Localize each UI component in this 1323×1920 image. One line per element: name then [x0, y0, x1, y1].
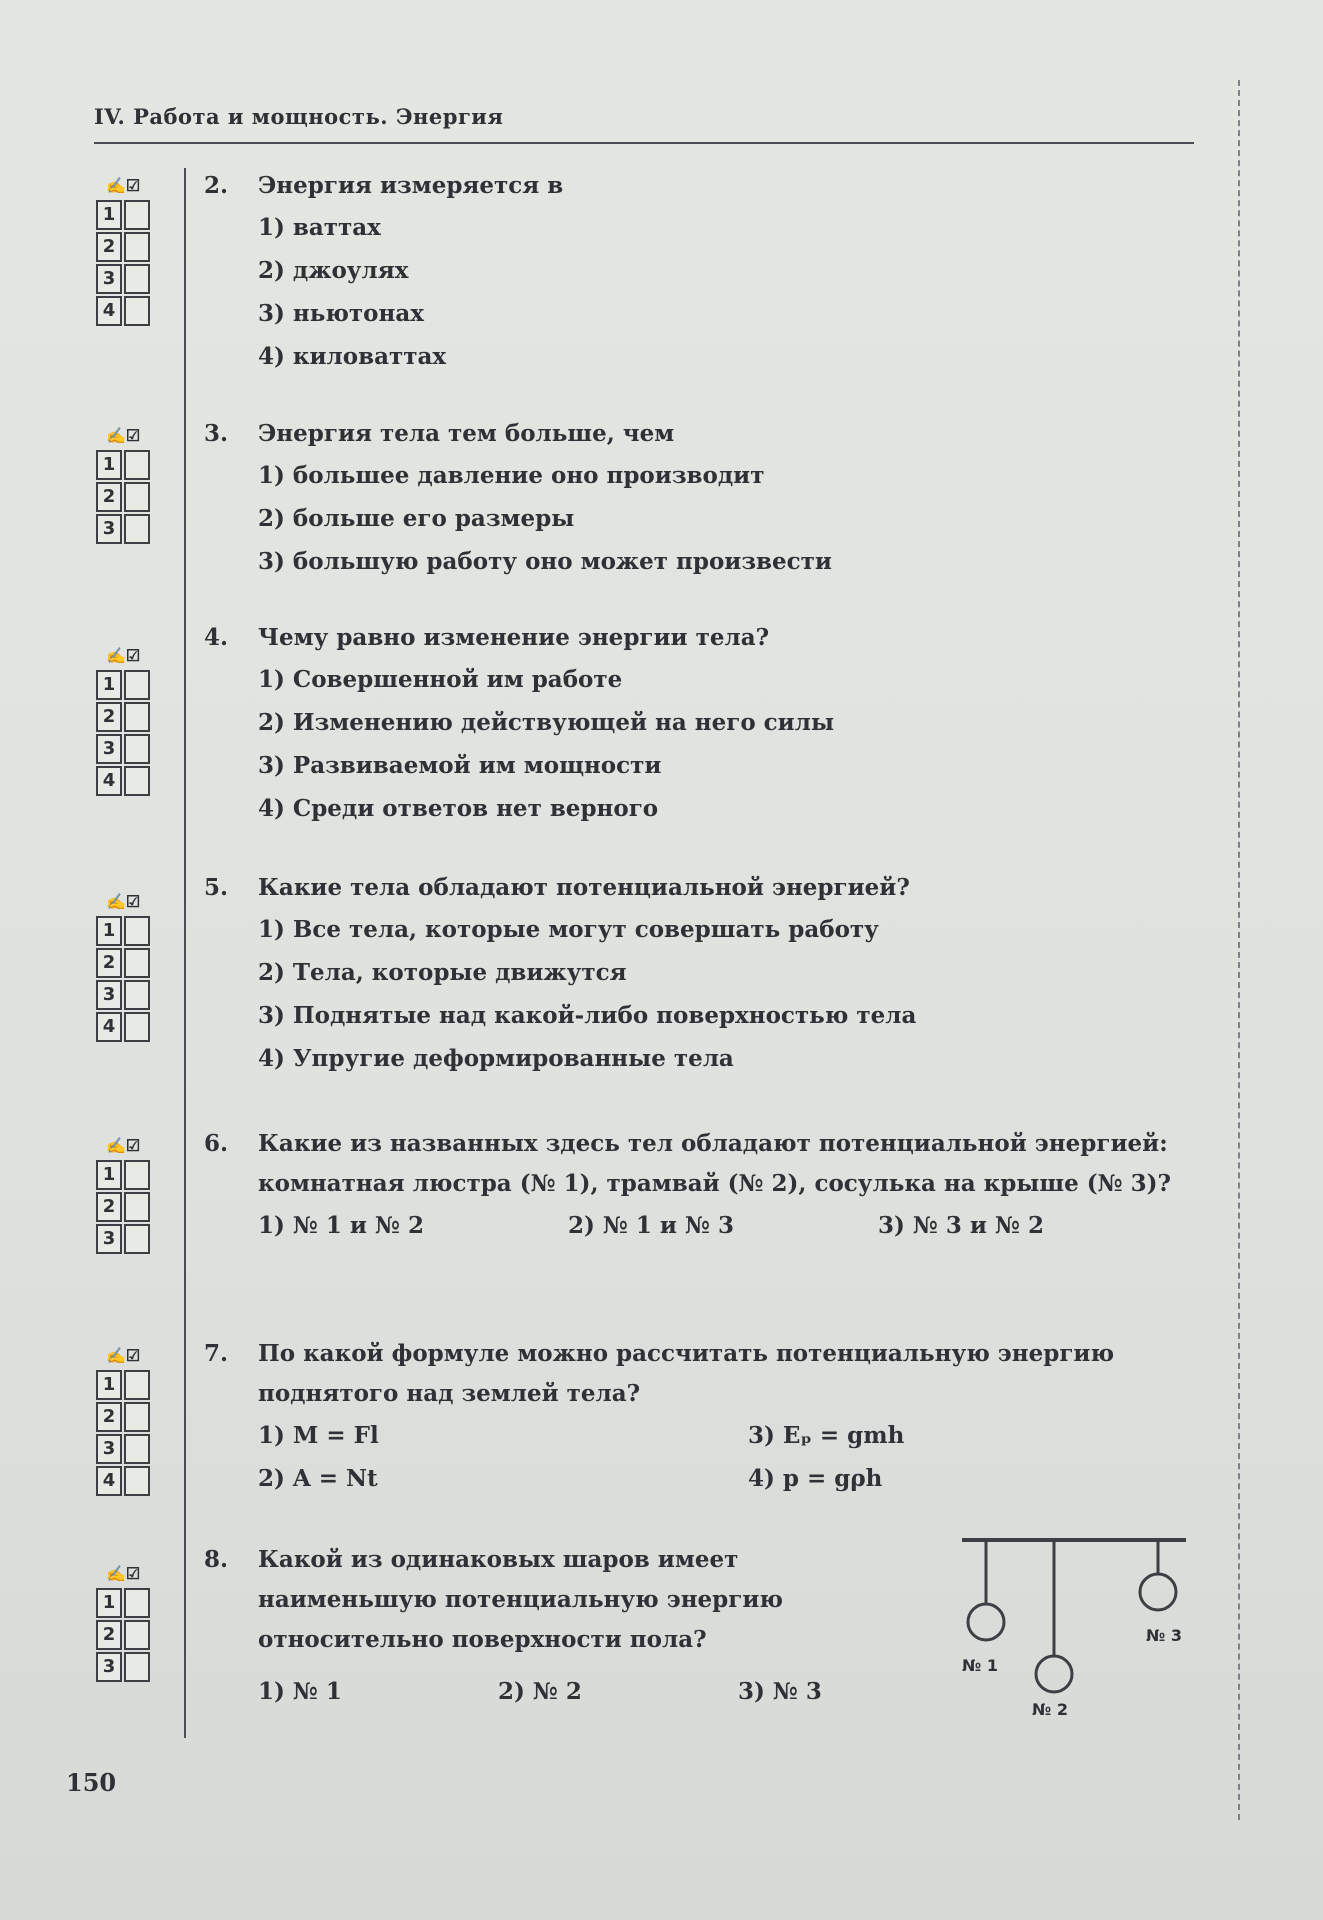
answer-number: 1	[96, 916, 122, 946]
answer-number: 3	[96, 1434, 122, 1464]
question-text: Чему равно изменение энергии тела?	[258, 624, 770, 651]
answer-number: 2	[96, 1620, 122, 1650]
question-text: Энергия тела тем больше, чем	[258, 420, 675, 447]
question-5	[204, 868, 1214, 1080]
answer-row	[96, 670, 150, 700]
option: 1) Все тела, которые могут совершать работу	[258, 916, 879, 943]
page-fold-line	[1238, 80, 1240, 1820]
option: 2) № 1 и № 3	[568, 1212, 734, 1239]
question-number: 8.	[204, 1546, 229, 1573]
answer-row	[96, 980, 150, 1010]
answer-checkbox[interactable]	[124, 450, 150, 480]
answer-number: 1	[96, 1160, 122, 1190]
answer-number: 3	[96, 1224, 122, 1254]
answer-number: 2	[96, 482, 122, 512]
answer-number: 3	[96, 514, 122, 544]
question-3	[204, 414, 1214, 583]
question-text: Какие тела обладают потенциальной энергией?	[258, 874, 910, 901]
question-4	[204, 618, 1214, 830]
answer-row	[96, 1434, 150, 1464]
question-2	[204, 166, 1214, 378]
answer-number: 2	[96, 702, 122, 732]
answer-marks-icon: ✍☑	[106, 1136, 141, 1155]
answer-row	[96, 1192, 150, 1222]
option: 3) Eₚ = gmh	[748, 1422, 905, 1449]
option: 3) ньютонах	[258, 300, 424, 327]
option: 4) Среди ответов нет верного	[258, 795, 659, 822]
answer-row	[96, 1224, 150, 1254]
question-number: 6.	[204, 1130, 229, 1157]
answer-checkbox[interactable]	[124, 1466, 150, 1496]
option: 1) ваттах	[258, 214, 381, 241]
answer-number: 2	[96, 1192, 122, 1222]
answer-box-q4	[96, 646, 150, 796]
option: 3) № 3 и № 2	[878, 1212, 1044, 1239]
option: 4) p = gρh	[748, 1465, 883, 1492]
answer-row	[96, 1160, 150, 1190]
answer-checkbox[interactable]	[124, 670, 150, 700]
answer-number: 4	[96, 766, 122, 796]
question-number: 3.	[204, 420, 229, 447]
answer-checkbox[interactable]	[124, 232, 150, 262]
answer-row	[96, 514, 150, 544]
option: 1) Совершенной им работе	[258, 666, 623, 693]
option: 3) № 3	[738, 1678, 822, 1705]
answer-checkbox[interactable]	[124, 1224, 150, 1254]
option: 3) большую работу оно может произвести	[258, 548, 832, 575]
answer-checkbox[interactable]	[124, 200, 150, 230]
answer-number: 3	[96, 264, 122, 294]
answer-row	[96, 1588, 150, 1618]
option: 2) больше его размеры	[258, 505, 575, 532]
answer-marks-icon: ✍☑	[106, 176, 141, 195]
answer-number: 2	[96, 948, 122, 978]
ball-2-label: № 2	[1032, 1700, 1068, 1719]
option: 2) джоулях	[258, 257, 409, 284]
answer-row	[96, 1402, 150, 1432]
question-number: 7.	[204, 1340, 229, 1367]
option: 3) Развиваемой им мощности	[258, 752, 662, 779]
question-8	[204, 1540, 904, 1713]
option: 2) A = Nt	[258, 1465, 378, 1492]
answer-number: 4	[96, 296, 122, 326]
answer-box-q3	[96, 426, 150, 544]
answer-checkbox[interactable]	[124, 980, 150, 1010]
ball-3	[1140, 1574, 1176, 1610]
answer-row	[96, 1370, 150, 1400]
page-header: IV. Работа и мощность. Энергия	[94, 104, 504, 129]
answer-row	[96, 766, 150, 796]
page-number: 150	[66, 1768, 117, 1797]
answer-number: 4	[96, 1466, 122, 1496]
answer-number: 2	[96, 1402, 122, 1432]
answer-row	[96, 916, 150, 946]
answer-row	[96, 482, 150, 512]
answer-marks-icon: ✍☑	[106, 646, 141, 665]
ball-1-label: № 1	[962, 1656, 998, 1675]
answer-checkbox[interactable]	[124, 702, 150, 732]
option: 1) большее давление оно производит	[258, 462, 765, 489]
answer-checkbox[interactable]	[124, 1160, 150, 1190]
ball-1	[968, 1604, 1004, 1640]
answer-checkbox[interactable]	[124, 1652, 150, 1682]
answer-checkbox[interactable]	[124, 264, 150, 294]
answer-row	[96, 450, 150, 480]
option: 3) Поднятые над какой-либо поверхностью тела	[258, 1002, 917, 1029]
balls-diagram	[950, 1530, 1190, 1720]
question-text: Энергия измеряется в	[258, 172, 564, 199]
answer-number: 3	[96, 734, 122, 764]
answer-checkbox[interactable]	[124, 1434, 150, 1464]
answer-box-q2	[96, 176, 150, 326]
option: 1) M = Fl	[258, 1422, 379, 1449]
question-text: Какие из названных здесь тел обладают потенциальной энергией: комнатная люстра (№ 1), трамвай (№ 2), сосулька на крыше (№ 3)?	[258, 1130, 1171, 1197]
answer-checkbox[interactable]	[124, 1402, 150, 1432]
option: 4) киловаттах	[258, 343, 447, 370]
answer-number: 3	[96, 980, 122, 1010]
answer-checkbox[interactable]	[124, 1370, 150, 1400]
answer-row	[96, 200, 150, 230]
question-text: Какой из одинаковых шаров имеет наименьшую потенциальную энергию относительно поверхности пола?	[258, 1546, 784, 1653]
ball-2	[1036, 1656, 1072, 1692]
margin-divider	[184, 168, 186, 1738]
answer-row	[96, 296, 150, 326]
option: 2) Изменению действующей на него силы	[258, 709, 835, 736]
answer-row	[96, 1652, 150, 1682]
answer-checkbox[interactable]	[124, 916, 150, 946]
answer-row	[96, 948, 150, 978]
answer-checkbox[interactable]	[124, 1012, 150, 1042]
question-number: 2.	[204, 172, 229, 199]
answer-marks-icon: ✍☑	[106, 892, 141, 911]
answer-box-q8	[96, 1564, 150, 1682]
answer-row	[96, 734, 150, 764]
answer-row	[96, 702, 150, 732]
answer-number: 1	[96, 670, 122, 700]
option: 2) № 2	[498, 1678, 582, 1705]
option: 4) Упругие деформированные тела	[258, 1045, 734, 1072]
ball-3-label: № 3	[1146, 1626, 1182, 1645]
answer-number: 1	[96, 1370, 122, 1400]
answer-checkbox[interactable]	[124, 514, 150, 544]
option: 1) № 1	[258, 1678, 342, 1705]
answer-number: 1	[96, 450, 122, 480]
answer-marks-icon: ✍☑	[106, 426, 141, 445]
answer-number: 1	[96, 1588, 122, 1618]
question-number: 4.	[204, 624, 229, 651]
answer-row	[96, 1012, 150, 1042]
answer-number: 2	[96, 232, 122, 262]
answer-checkbox[interactable]	[124, 1588, 150, 1618]
answer-number: 1	[96, 200, 122, 230]
answer-marks-icon: ✍☑	[106, 1564, 141, 1583]
option: 2) Тела, которые движутся	[258, 959, 627, 986]
answer-checkbox[interactable]	[124, 1192, 150, 1222]
answer-checkbox[interactable]	[124, 734, 150, 764]
question-number: 5.	[204, 874, 229, 901]
answer-checkbox[interactable]	[124, 948, 150, 978]
answer-box-q5	[96, 892, 150, 1042]
answer-checkbox[interactable]	[124, 296, 150, 326]
answer-number: 3	[96, 1652, 122, 1682]
answer-checkbox[interactable]	[124, 1620, 150, 1650]
answer-checkbox[interactable]	[124, 482, 150, 512]
answer-row	[96, 232, 150, 262]
question-6	[204, 1124, 1214, 1247]
answer-number: 4	[96, 1012, 122, 1042]
answer-box-q6	[96, 1136, 150, 1254]
option: 1) № 1 и № 2	[258, 1212, 424, 1239]
answer-row	[96, 264, 150, 294]
header-rule	[94, 142, 1194, 144]
answer-row	[96, 1620, 150, 1650]
hanging-balls-figure	[950, 1530, 1190, 1724]
answer-row	[96, 1466, 150, 1496]
question-7	[204, 1334, 1214, 1500]
answer-box-q7	[96, 1346, 150, 1496]
answer-marks-icon: ✍☑	[106, 1346, 141, 1365]
question-text: По какой формуле можно рассчитать потенциальную энергию поднятого над землей тела?	[258, 1340, 1115, 1407]
answer-checkbox[interactable]	[124, 766, 150, 796]
